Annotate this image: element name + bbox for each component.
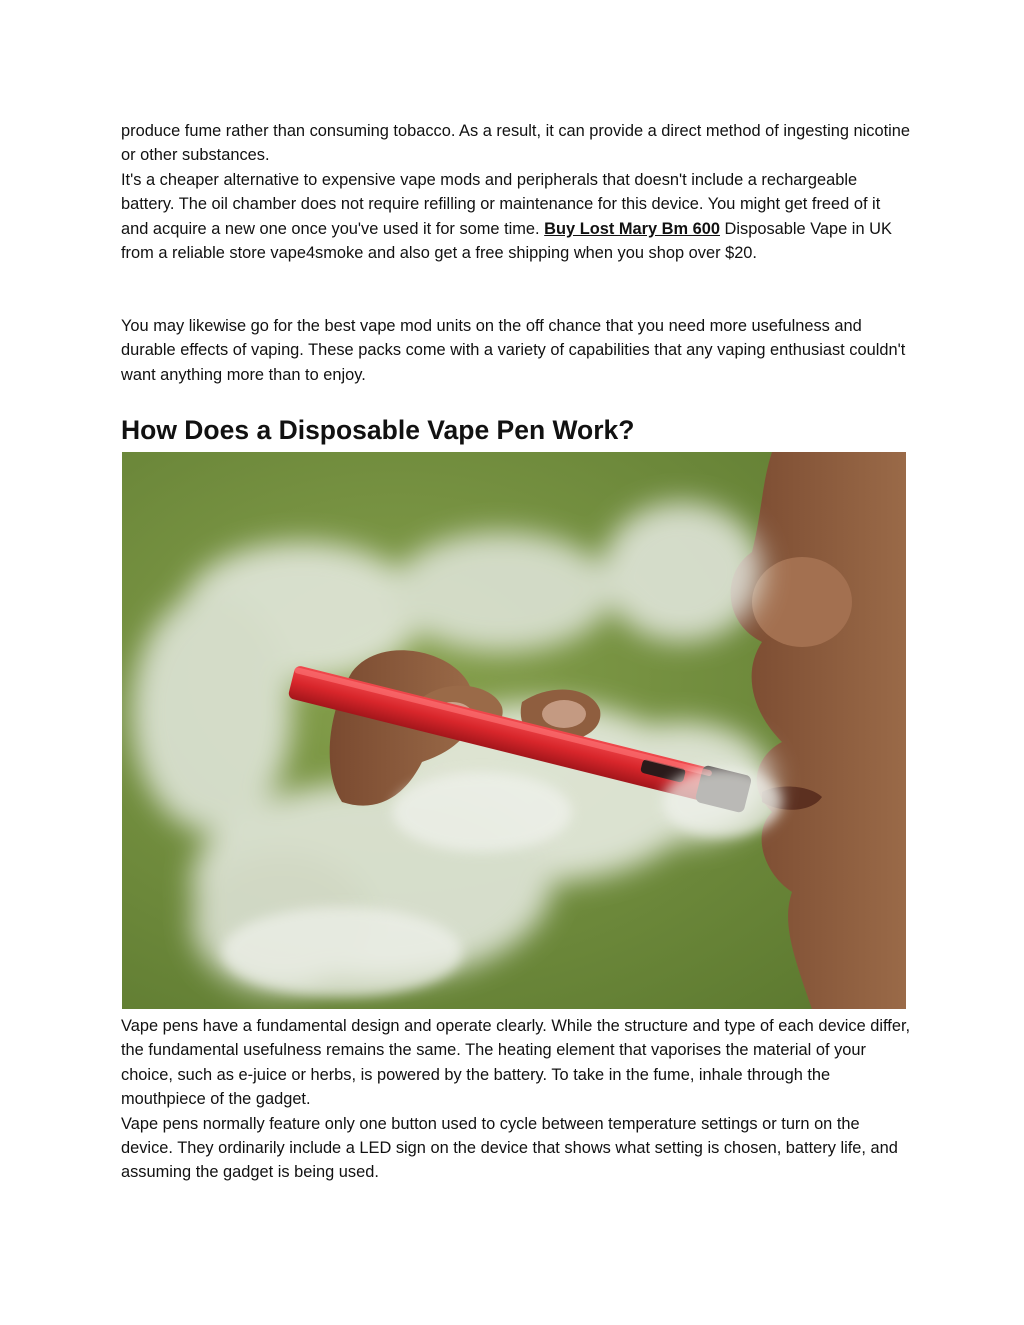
paragraph-how-it-works xyxy=(121,1014,911,1185)
vape-pen-photo xyxy=(122,452,906,1009)
intro-text-3: Disposable Vape in UK from a reliable store vape4smoke and also get a free shipping when you shop over $20. xyxy=(121,219,892,263)
buy-lost-mary-link[interactable]: Buy Lost Mary Bm 600 xyxy=(544,219,720,238)
intro-paragraph xyxy=(121,119,911,265)
vape-photo-illustration xyxy=(122,452,906,1009)
intro-text-1: produce fume rather than consuming tobacco. As a result, it can provide a direct method of ingesting nicotine or other substances. xyxy=(121,122,911,165)
section-heading: How Does a Disposable Vape Pen Work? xyxy=(121,415,635,445)
intro-text-2: It's a cheaper alternative to expensive vape mods and peripherals that doesn't include a rechargeable battery. The oil chamber does not require refilling or maintenance for this device. You might get freed of it and acquire a new one once you've used it for some time. xyxy=(121,170,881,238)
how-it-works-text-1: Vape pens have a fundamental design and operate clearly. While the structure and type of each device differ, the fundamental usefulness remains the same. The heating element that vaporises the material of your choice, such as e-juice or herbs, is powered by the battery. To take in the fume, inhale through the mouthpiece of the gadget. xyxy=(121,1017,911,1109)
paragraph-vape-mods: You may likewise go for the best vape mod units on the off chance that you need more usefulness and durable effects of vaping. These packs come with a variety of capabilities that any vaping enthusiast couldn't want anything more than to enjoy. xyxy=(121,317,906,384)
how-it-works-text-2: Vape pens normally feature only one button used to cycle between temperature settings or turn on the device. They ordinarily include a LED sign on the device that shows what setting is chosen, battery life, and assuming the gadget is being used. xyxy=(121,1114,898,1182)
